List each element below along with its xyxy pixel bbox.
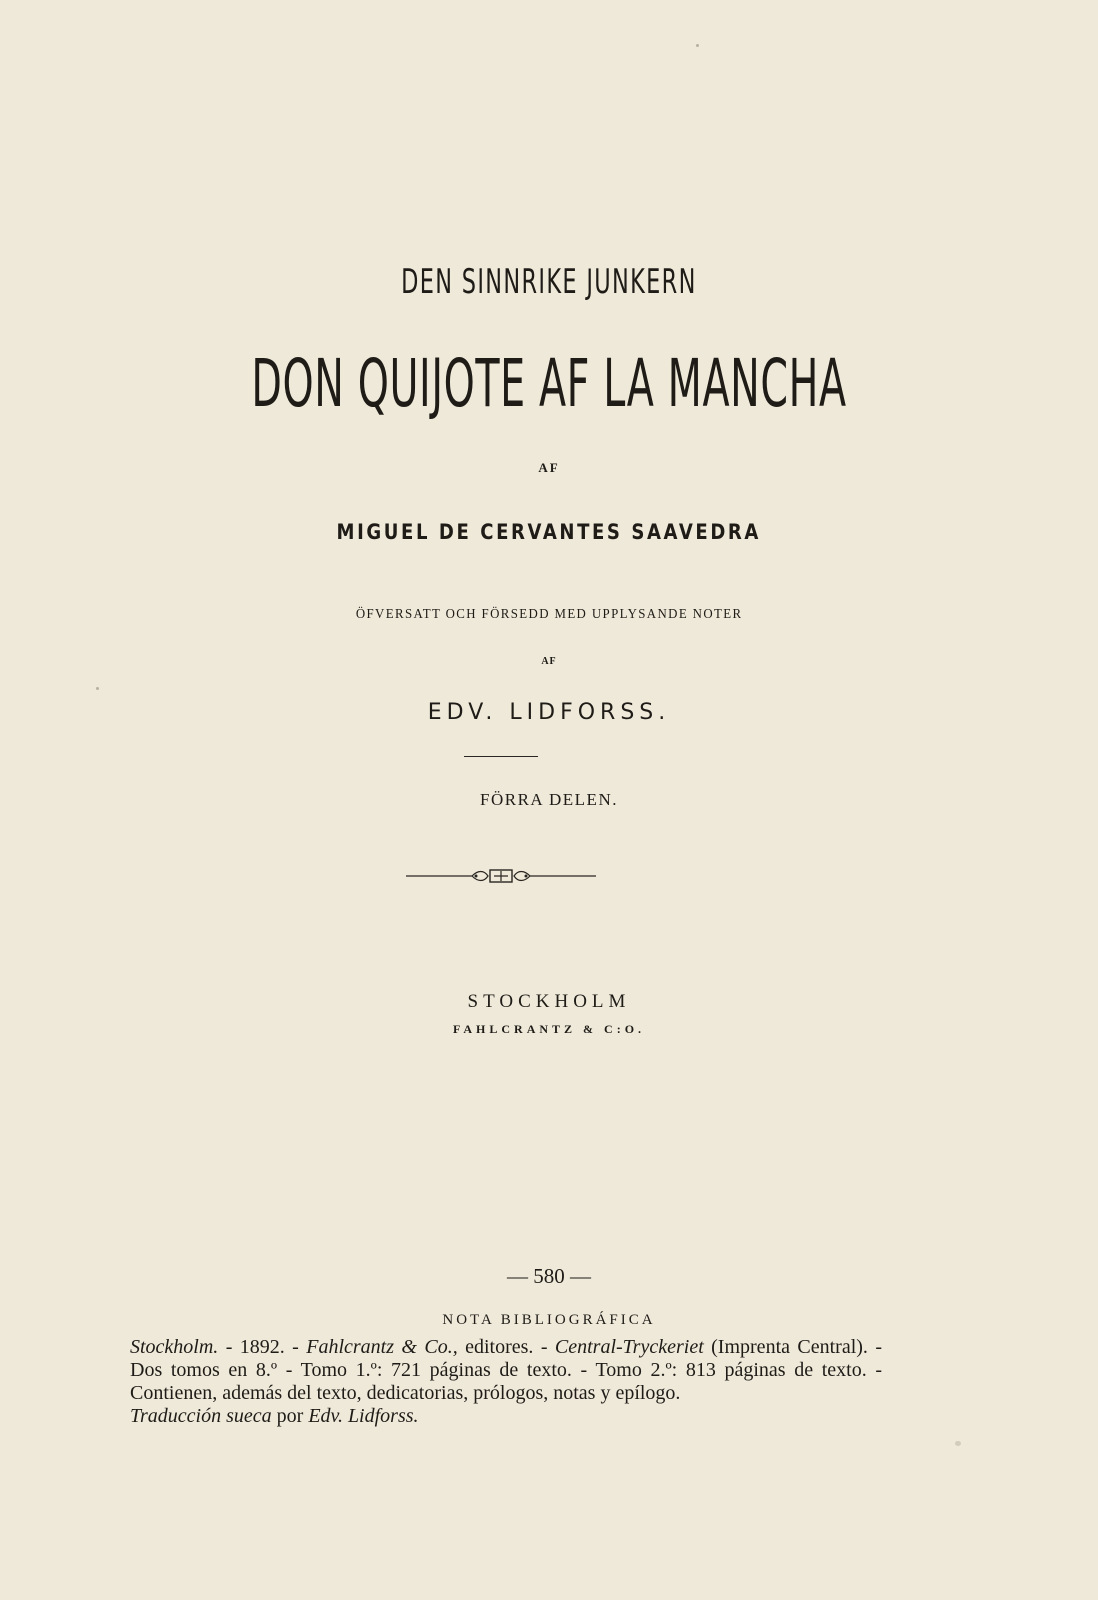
- translation-credit: Traducción sueca por Edv. Lidforss.: [130, 1405, 419, 1427]
- ornament-icon: [406, 866, 596, 886]
- bibliographic-note: [130, 1336, 882, 1428]
- translator-name: EDV. LIDFORSS.: [427, 700, 671, 725]
- publisher-name: FAHLCRANTZ & C:O.: [452, 1022, 646, 1036]
- paper-spot: [955, 1441, 961, 1446]
- note-paragraph: Stockholm. - 1892. - Fahlcrantz & Co., editores. - Central-Tryckeriet (Imprenta Central). - Dos tomos en 8.º - Tomo 1.º: 721 páginas de texto. - Tomo 2.º: 813 páginas de texto. - Contienen, además del texto, dedicatorias, prólogos, notas y epílogo.: [130, 1336, 882, 1404]
- paper-spot: [696, 44, 699, 47]
- title-line-2: DON QUIJOTE AF LA MANCHA: [251, 345, 847, 422]
- volume-part: FÖRRA DELEN.: [480, 790, 618, 809]
- divider-rule: [464, 756, 538, 757]
- translation-note: ÖFVERSATT OCH FÖRSEDD MED UPPLYSANDE NOTER: [355, 607, 743, 622]
- title-line-1: DEN SINNRIKE JUNKERN: [401, 262, 697, 302]
- paper-spot: [96, 687, 99, 690]
- page-number: — 580 —: [507, 1264, 591, 1288]
- bibliographic-note-title: NOTA BIBLIOGRÁFICA: [442, 1312, 656, 1328]
- by-label: AF: [538, 460, 560, 475]
- by-label-2: AF: [541, 656, 557, 667]
- publication-city: STOCKHOLM: [467, 991, 631, 1012]
- author-name: MIGUEL DE CERVANTES SAAVEDRA: [336, 520, 762, 544]
